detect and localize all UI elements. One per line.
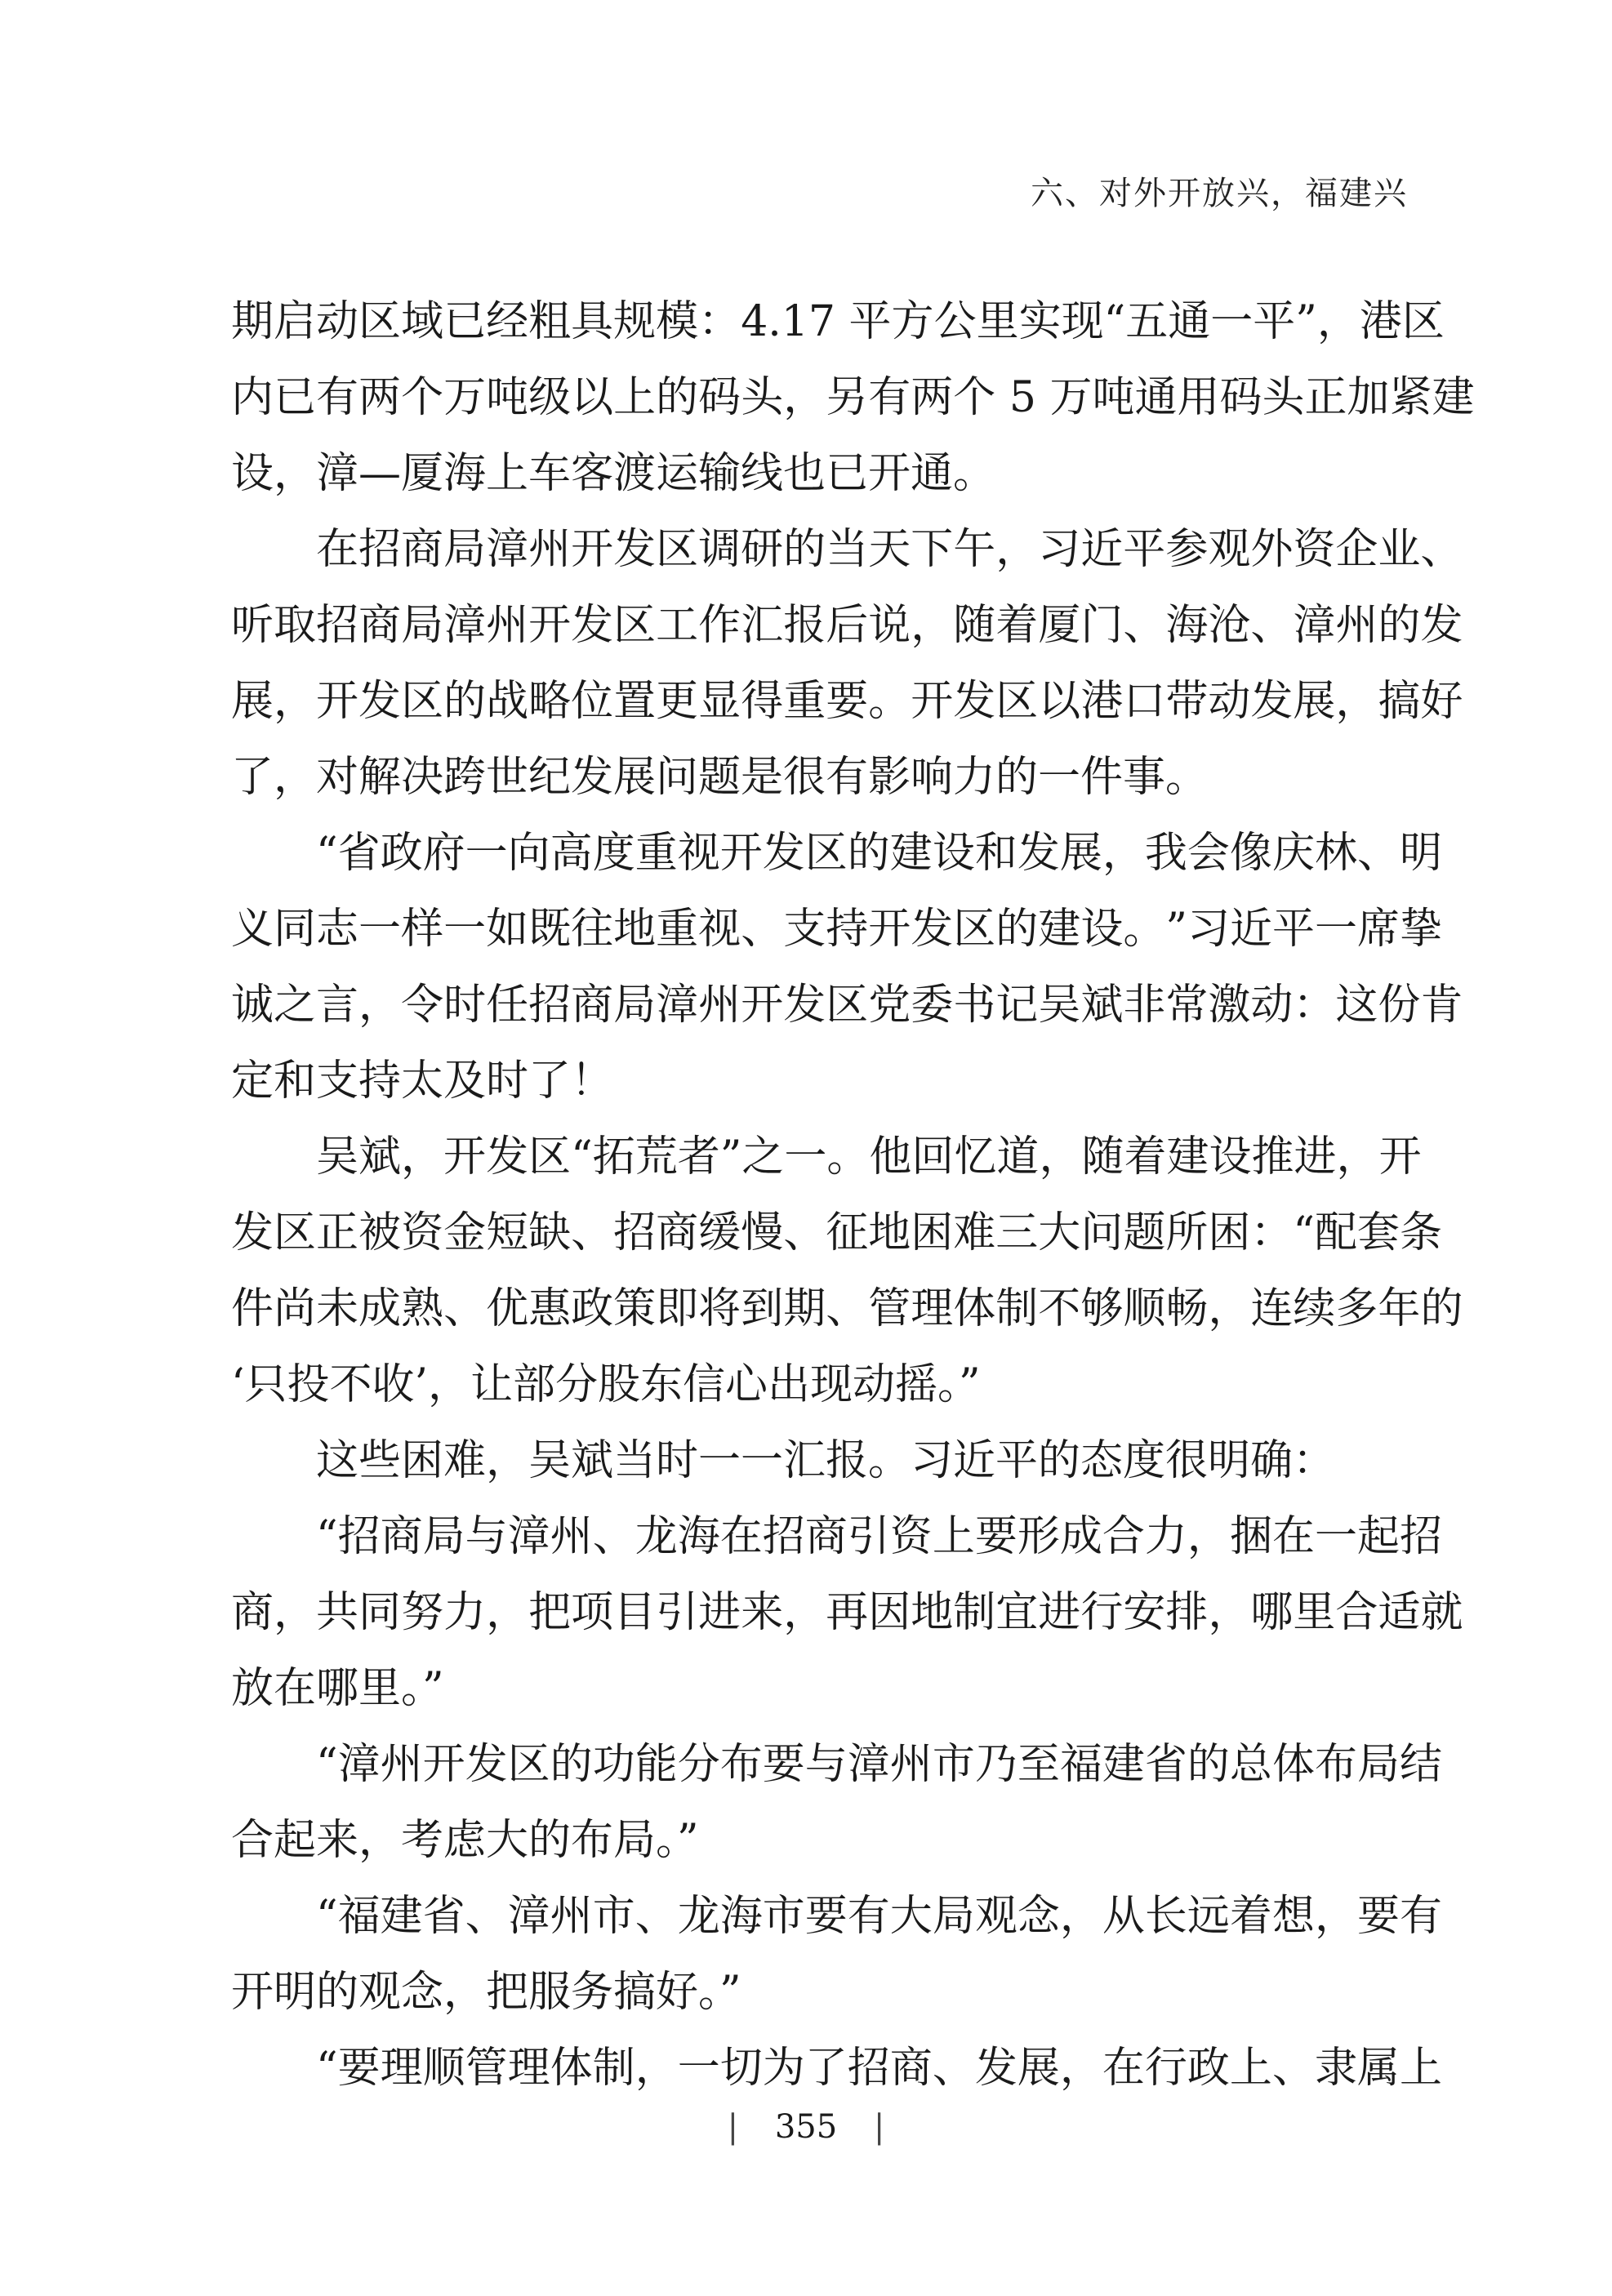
footer-bar-left: | <box>727 2108 739 2146</box>
text-line: 件 尚 未 成 熟 、 优 惠 政 策 即 将 到 期 、 管 理 体 制 不 够 顺 畅 ， 连 续 多 年 的 <box>231 1284 1463 1333</box>
text-line: 这些困难，吴斌当时一一汇报。习近平的态度很明确： <box>316 1436 1336 1485</box>
footer-bar-right: | <box>873 2108 885 2146</box>
text-line: “ 招 商 局 与 漳 州 、 龙 海 在 招 商 引 资 上 要 形 成 合 力 ， 捆 在 一 起 招 <box>316 1512 1442 1561</box>
text-line: “ 福 建 省 、 漳 州 市 、 龙 海 市 要 有 大 局 观 念 ， 从 长 远 着 想 ， 要 有 <box>316 1892 1442 1941</box>
text-line: 合起来，考虑大的布局。” <box>231 1816 699 1865</box>
body-text <box>231 284 1475 2107</box>
text-line: 商 ， 共 同 努 力 ， 把 项 目 引 进 来 ， 再 因 地 制 宜 进 行 安 排 ， 哪 里 合 适 就 <box>231 1588 1463 1637</box>
text-line: 放在哪里。” <box>231 1664 444 1713</box>
text-line: ‘只投不收’，让部分股东信心出现动摇。” <box>231 1360 981 1409</box>
text-line: 听 取 招 商 局 漳 州 开 发 区 工 作 汇 报 后 说 ， 随 着 厦 门 、 海 沧 、 漳 州 的 发 <box>231 601 1463 650</box>
text-line: 诚 之 言 ， 令 时 任 招 商 局 漳 州 开 发 区 党 委 书 记 吴 斌 非 常 激 动 ： 这 份 肯 <box>231 981 1463 1030</box>
text-line: 发 区 正 被 资 金 短 缺 、 招 商 缓 慢 、 征 地 困 难 三 大 问 题 所 困 ： “ 配 套 条 <box>231 1208 1443 1257</box>
text-line: 在 招 商 局 漳 州 开 发 区 调 研 的 当 天 下 午 ， 习 近 平 参 观 外 资 企 业 、 <box>316 525 1463 574</box>
text-line: “ 漳 州 开 发 区 的 功 能 分 布 要 与 漳 州 市 乃 至 福 建 省 的 总 体 布 局 结 <box>316 1740 1442 1789</box>
page-footer <box>0 2108 1612 2146</box>
text-line: 了，对解决跨世纪发展问题是很有影响力的一件事。 <box>231 753 1209 802</box>
page-number: 355 <box>774 2108 838 2146</box>
text-line: 期 启 动 区 域 已 经 粗 具 规 模 ： 4 . 1 7 平 方 公 里 实 现 “ 五 通 一 平 ” ， 港 区 <box>231 297 1445 346</box>
text-line: “ 省 政 府 一 向 高 度 重 视 开 发 区 的 建 设 和 发 展 ， 我 会 像 庆 林 、 明 <box>316 829 1442 878</box>
text-line: “ 要 理 顺 管 理 体 制 ， 一 切 为 了 招 商 、 发 展 ， 在 行 政 上 、 隶 属 上 <box>316 2044 1442 2093</box>
text-line: 开明的观念，把服务搞好。” <box>231 1968 741 2017</box>
text-line: 内 已 有 两 个 万 吨 级 以 上 的 码 头 ， 另 有 两 个 5 万 吨 通 用 码 头 正 加 紧 建 <box>231 373 1475 422</box>
text-line: 义 同 志 一 样 一 如 既 往 地 重 视 、 支 持 开 发 区 的 建 设 。 ” 习 近 平 一 席 挚 <box>231 905 1443 954</box>
text-line: 定和支持太及时了！ <box>231 1057 614 1106</box>
running-header: 六、对外开放兴，福建兴 <box>1031 175 1408 212</box>
text-line: 设，漳—厦海上车客渡运输线也已开通。 <box>231 449 996 498</box>
text-line: 吴 斌 ， 开 发 区 “ 拓 荒 者 ” 之 一 。 他 回 忆 道 ， 随 着 建 设 推 进 ， 开 <box>316 1132 1422 1181</box>
text-line: 展 ， 开 发 区 的 战 略 位 置 更 显 得 重 要 。 开 发 区 以 港 口 带 动 发 展 ， 搞 好 <box>231 677 1463 726</box>
